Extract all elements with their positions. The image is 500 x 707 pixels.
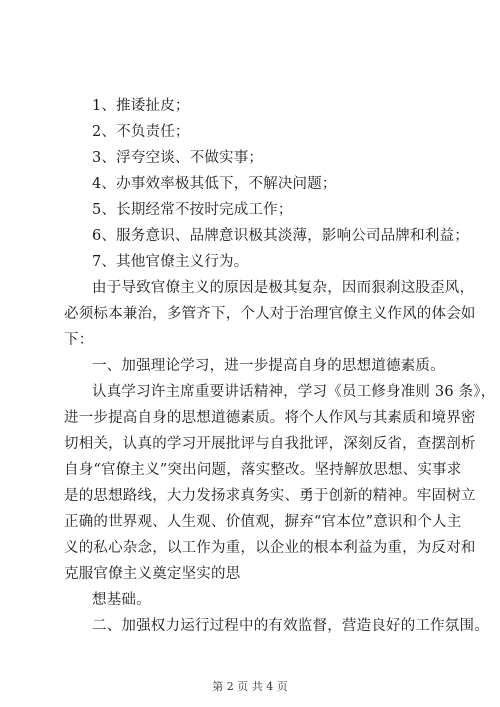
list-item-3: 3、浮夸空谈、不做实事；	[92, 150, 264, 166]
section-heading-1: 一、加强理论学习，进一步提高自身的思想道德素质。	[92, 358, 445, 374]
list-item-1: 1、推诿扯皮；	[92, 98, 190, 114]
paragraph-line: 由于导致官僚主义的原因是极其复杂，因而狠刹这股歪风，	[92, 280, 475, 296]
paragraph-line: 进一步提高自身的思想道德素质。将个人作风与其素质和境界密	[64, 410, 476, 426]
paragraph-line: 义的私心杂念，以工作为重，以企业的根本利益为重，为反对和	[64, 540, 476, 556]
paragraph-line: 下：	[64, 332, 94, 348]
list-item-7: 7、其他官僚主义行为。	[92, 254, 249, 270]
paragraph-line-end: 想基础。	[92, 592, 151, 608]
paragraph-line: 切相关，认真的学习开展批评与自我批评，深刻反省，查摆剖析	[64, 436, 476, 452]
paragraph-line: 自身“官僚主义”突出问题，落实整改。坚持解放思想、实事求	[64, 462, 462, 478]
list-item-6: 6、服务意识、品牌意识极其淡薄，影响公司品牌和利益；	[92, 228, 469, 244]
paragraph-line: 克服官僚主义奠定坚实的思	[64, 566, 241, 582]
page-number: 第 2 页 共 4 页	[212, 680, 288, 693]
paragraph-line: 必须标本兼治，多管齐下，个人对于治理官僚主义作风的体会如	[64, 306, 476, 322]
paragraph-line: 是的思想路线，大力发扬求真务实、勇于创新的精神。牢固树立	[64, 488, 476, 504]
list-item-2: 2、不负责任；	[92, 124, 190, 140]
paragraph-line: 正确的世界观、人生观、价值观，摒弃“官本位”意识和个人主	[64, 514, 462, 530]
paragraph-line: 认真学习许主席重要讲话精神，学习《员工修身准则 36 条》，	[92, 384, 496, 400]
list-item-4: 4、办事效率极其低下，不解决问题；	[92, 176, 337, 192]
section-heading-2: 二、加强权力运行过程中的有效监督，营造良好的工作氛围。	[92, 618, 489, 634]
list-item-5: 5、长期经常不按时完成工作；	[92, 202, 293, 218]
